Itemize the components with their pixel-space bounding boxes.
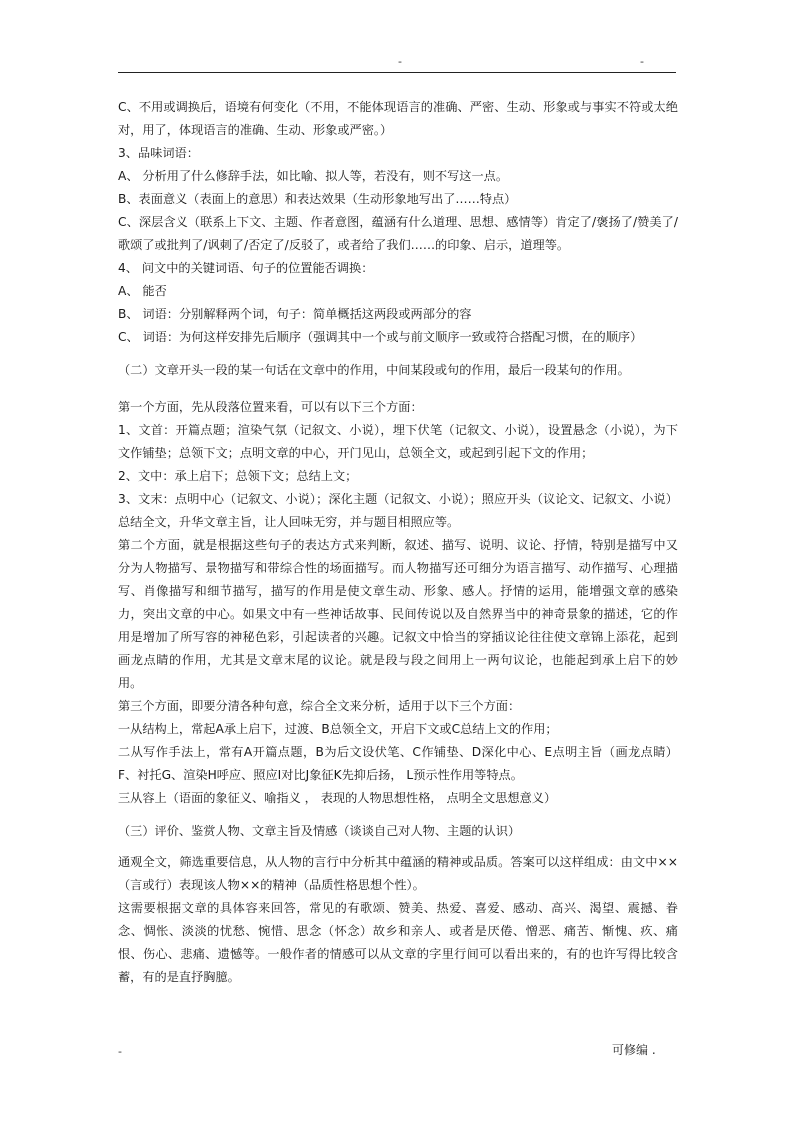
paragraph: 3、文末：点明中心（记叙文、小说）；深化主题（记叙文、小说）；照应开头（议论文、记叙文、小说）总结全文，升华文章主旨，让人回味无穷，并与题目相照应等。 xyxy=(118,492,678,529)
paragraph: 二从写作手法上，常有A开篇点题，B为后文设伏笔、C作铺垫、D深化中心、E点明主旨（画龙点睛）F、衬托G、渲染H呼应、照应I对比J象征K先抑后扬， L预示性作用等特点。 xyxy=(118,745,678,782)
paragraph: 1、文首：开篇点题；渲染气氛（记叙文、小说），埋下伏笔（记叙文、小说），设置悬念（小说），为下文作铺垫；总领下文；点明文章的中心，开门见山，总领全文，或起到引起下文的作用； xyxy=(118,423,678,460)
paragraph: 4、 问文中的关键词语、句子的位置能否调换： xyxy=(118,261,374,275)
paragraph: C、 词语：为何这样安排先后顺序（强调其中一个或与前文顺序一致或符合搭配习惯，在的顺序） xyxy=(118,330,643,344)
header-mark-left: - xyxy=(398,55,402,68)
paragraph: A、 能否 xyxy=(118,284,167,298)
section-heading: （三）评价、鉴赏人物、文章主旨及情感（谈谈自己对人物、主题的认识） xyxy=(118,824,521,838)
section-heading: （二）文章开头一段的某一句话在文章中的作用，中间某段或句的作用，最后一段某句的作用。 xyxy=(118,363,630,377)
footer-mark-left: - xyxy=(118,1045,122,1058)
paragraph: C、深层含义（联系上下文、主题、作者意图，蕴涵有什么道理、思想、感情等）肯定了/褒扬了/赞美了/歌颂了或批判了/讽刺了/否定了/反驳了，或者给了我们……的印象、启示，道理等。 xyxy=(118,215,678,252)
paragraph: 这需要根据文章的具体容来回答，常见的有歌颂、赞美、热爱、喜爱、感动、高兴、渴望、震撼、眷念、惆怅、淡淡的忧愁、惋惜、思念（怀念）故乡和亲人、或者是厌倦、憎恶、痛苦、惭愧、疚、痛恨、伤心、悲痛、遗憾等。一般作者的情感可以从文章的字里行间可以看出来的，有的也许写得比较含蓄，有的是直抒胸臆。 xyxy=(118,901,678,984)
document-body xyxy=(118,96,678,989)
paragraph: C、不用或调换后，语境有何变化（不用，不能体现语言的准确、严密、生动、形象或与事实不符或太绝对，用了，体现语言的准确、生动、形象或严密。） xyxy=(118,100,678,137)
paragraph: 一从结构上，常起A承上启下，过渡、B总领全文，开启下文或C总结上文的作用； xyxy=(118,722,558,736)
footer-editable-note: 可修编 . xyxy=(612,1043,656,1057)
header-mark-right: - xyxy=(640,55,644,68)
paragraph: 三从容上（语面的象征义、喻指义 ， 表现的人物思想性格， 点明全文思想意义） xyxy=(118,791,557,805)
paragraph: 通观全文，筛选重要信息，从人物的言行中分析其中蕴涵的精神或品质。答案可以这样组成：由文中××（言或行）表现该人物××的精神（品质性格思想个性）。 xyxy=(118,855,678,892)
paragraph: 第二个方面，就是根据这些句子的表达方式来判断，叙述、描写、说明、议论、抒情，特别是描写中又分为人物描写、景物描写和带综合性的场面描写。而人物描写还可细分为语言描写、动作描写、心理描写、肖像描写和细节描写，描写的作用是使文章生动、形象、感人。抒情的运用，能增强文章的感染力，突出文章的中心。如果文中有一些神话故事、民间传说以及自然界当中的神奇景象的描述，它的作用是增加了所写容的神秘色彩，引起读者的兴趣。记叙文中恰当的穿插议论往往使文章锦上添花，起到画龙点睛的作用，尤其是文章末尾的议论。就是段与段之间用上一两句议论，也能起到承上启下的妙用。 xyxy=(118,538,678,690)
paragraph: 3、品味词语： xyxy=(118,146,199,160)
paragraph: B、表面意义（表面上的意思）和表达效果（生动形象地写出了……特点） xyxy=(118,192,517,206)
paragraph: 2、文中：承上启下；总领下文；总结上文； xyxy=(118,469,358,483)
paragraph: A、 分析用了什么修辞手法，如比喻、拟人等，若没有，则不写这一点。 xyxy=(118,169,509,183)
paragraph: B、 词语：分别解释两个词，句子：简单概括这两段或两部分的容 xyxy=(118,307,472,321)
paragraph: 第三个方面，即要分清各种句意，综合全文来分析，适用于以下三个方面： xyxy=(118,699,521,713)
paragraph: 第一个方面，先从段落位置来看，可以有以下三个方面： xyxy=(118,400,423,414)
header-rule xyxy=(118,72,676,73)
